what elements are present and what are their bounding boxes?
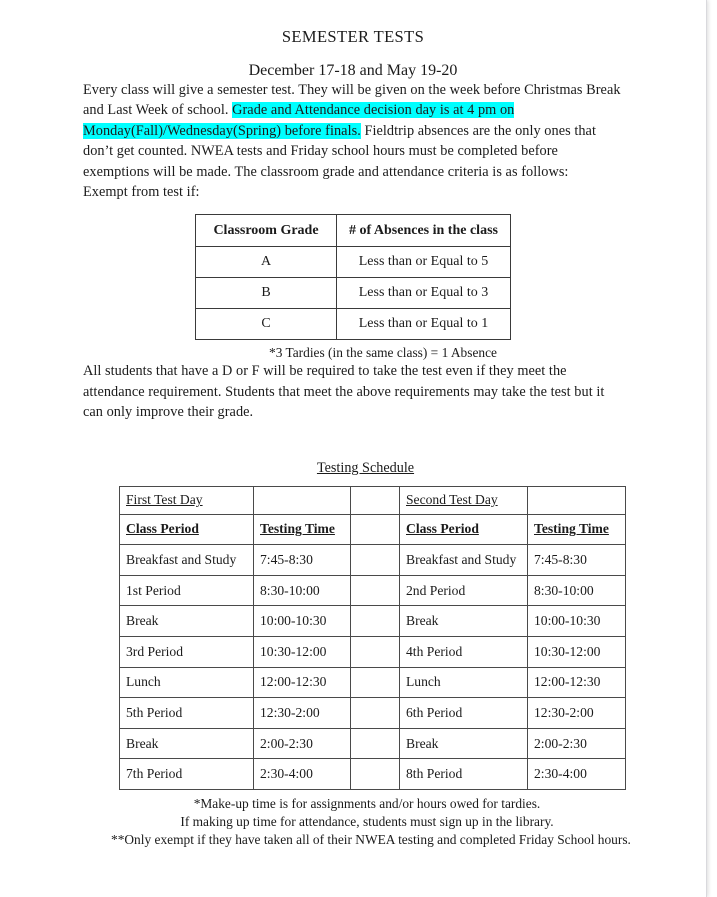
spacer-cell xyxy=(351,698,400,729)
intro-after-highlight: Fieldtrip absences are the only ones that don’t get counted. NWEA tests and Friday school hours must be completed before exemptions will be made. The classroom grade and attendance criteria is as follows: xyxy=(83,122,596,180)
footnote-library-signup: If making up time for attendance, students must sign up in the library. xyxy=(180,814,554,830)
footnote-makeup-time: *Make-up time is for assignments and/or hours owed for tardies. xyxy=(193,795,541,811)
header-first-class-period: Class Period xyxy=(120,514,254,545)
highlighted-decision-day-text: Grade and Attendance decision day is at 4 pm on Monday(Fall)/Wednesday(Spring) before finals. xyxy=(83,102,515,139)
cell-first-time: 12:30-2:00 xyxy=(254,698,351,729)
tardy-note: *3 Tardies (in the same class) = 1 Absence xyxy=(269,345,497,361)
cell-second-period: 4th Period xyxy=(400,637,528,668)
cell-second-time: 12:00-12:30 xyxy=(528,667,626,698)
spacer-cell xyxy=(351,575,400,606)
cell-second-time: 2:30-4:00 xyxy=(528,759,626,790)
criteria-grade-a: A xyxy=(196,247,337,278)
second-test-day-label: Second Test Day xyxy=(400,486,528,514)
cell-first-time: 12:00-12:30 xyxy=(254,667,351,698)
cell-second-period: Break xyxy=(400,728,528,759)
retake-paragraph: All students that have a D or F will be required to take the test even if they meet the attendance requirement. Students that meet the above requirements may take the test but it can only improve their grade. xyxy=(83,363,605,421)
spacer-cell xyxy=(351,545,400,576)
cell-first-time: 7:45-8:30 xyxy=(254,545,351,576)
spacer-cell xyxy=(351,728,400,759)
empty-cell xyxy=(528,486,626,514)
table-header-row xyxy=(196,215,511,247)
first-test-day-label: First Test Day xyxy=(120,486,254,514)
empty-cell xyxy=(254,486,351,514)
criteria-table xyxy=(195,214,511,340)
footnotes xyxy=(83,795,631,850)
cell-first-period: Breakfast and Study xyxy=(120,545,254,576)
spacer-cell xyxy=(351,637,400,668)
spacer-cell xyxy=(351,514,400,545)
header-second-testing-time: Testing Time xyxy=(528,514,626,545)
cell-first-period: Break xyxy=(120,606,254,637)
table-row xyxy=(196,278,511,309)
page-subtitle: December 17-18 and May 19-20 xyxy=(248,61,458,79)
header-second-class-period: Class Period xyxy=(400,514,528,545)
schedule-column-header-row xyxy=(120,514,626,545)
exempt-label: Exempt from test if: xyxy=(83,184,200,201)
cell-second-period: Breakfast and Study xyxy=(400,545,528,576)
cell-first-period: Lunch xyxy=(120,667,254,698)
criteria-grade-c: C xyxy=(196,309,337,340)
footnote-nwea-exempt: **Only exempt if they have taken all of their NWEA testing and completed Friday School hours. xyxy=(111,832,631,848)
spacer-cell xyxy=(351,486,400,514)
cell-first-time: 8:30-10:00 xyxy=(254,575,351,606)
page-title: SEMESTER TESTS xyxy=(281,27,425,46)
cell-second-period: Break xyxy=(400,606,528,637)
criteria-absences-a: Less than or Equal to 5 xyxy=(337,247,511,278)
schedule-title xyxy=(83,460,623,477)
cell-first-period: 7th Period xyxy=(120,759,254,790)
intro-before-highlight: Every class will give a semester test. They will be given on the week before Christmas Break and Last Week of school. xyxy=(83,81,621,119)
spacer-cell xyxy=(351,759,400,790)
cell-second-time: 12:30-2:00 xyxy=(528,698,626,729)
table-row xyxy=(120,667,626,698)
cell-first-time: 2:30-4:00 xyxy=(254,759,351,790)
document-content xyxy=(83,0,631,850)
schedule-day-header-row xyxy=(120,486,626,514)
criteria-header-grade: Classroom Grade xyxy=(196,215,337,247)
criteria-header-absences: # of Absences in the class xyxy=(337,215,511,247)
table-row xyxy=(196,247,511,278)
cell-first-period: Break xyxy=(120,728,254,759)
criteria-grade-b: B xyxy=(196,278,337,309)
intro-paragraph xyxy=(83,80,623,182)
spacer-cell xyxy=(351,606,400,637)
cell-second-period: 6th Period xyxy=(400,698,528,729)
criteria-table-wrapper xyxy=(83,214,623,340)
header-first-testing-time: Testing Time xyxy=(254,514,351,545)
table-row xyxy=(120,606,626,637)
cell-first-period: 5th Period xyxy=(120,698,254,729)
cell-second-time: 2:00-2:30 xyxy=(528,728,626,759)
table-row xyxy=(120,637,626,668)
schedule-title-text: Testing Schedule xyxy=(316,459,415,476)
cell-first-time: 10:00-10:30 xyxy=(254,606,351,637)
table-row xyxy=(120,759,626,790)
cell-first-period: 3rd Period xyxy=(120,637,254,668)
cell-second-time: 8:30-10:00 xyxy=(528,575,626,606)
cell-first-time: 10:30-12:00 xyxy=(254,637,351,668)
cell-second-period: 8th Period xyxy=(400,759,528,790)
spacer-cell xyxy=(351,667,400,698)
cell-second-period: 2nd Period xyxy=(400,575,528,606)
cell-second-time: 10:30-12:00 xyxy=(528,637,626,668)
schedule-table xyxy=(119,486,626,790)
criteria-absences-b: Less than or Equal to 3 xyxy=(337,278,511,309)
table-row xyxy=(120,728,626,759)
cell-second-time: 10:00-10:30 xyxy=(528,606,626,637)
cell-first-time: 2:00-2:30 xyxy=(254,728,351,759)
criteria-absences-c: Less than or Equal to 1 xyxy=(337,309,511,340)
table-row xyxy=(196,309,511,340)
table-row xyxy=(120,575,626,606)
table-row xyxy=(120,698,626,729)
schedule-table-wrapper xyxy=(83,486,623,790)
cell-second-period: Lunch xyxy=(400,667,528,698)
cell-first-period: 1st Period xyxy=(120,575,254,606)
cell-second-time: 7:45-8:30 xyxy=(528,545,626,576)
table-row xyxy=(120,545,626,576)
